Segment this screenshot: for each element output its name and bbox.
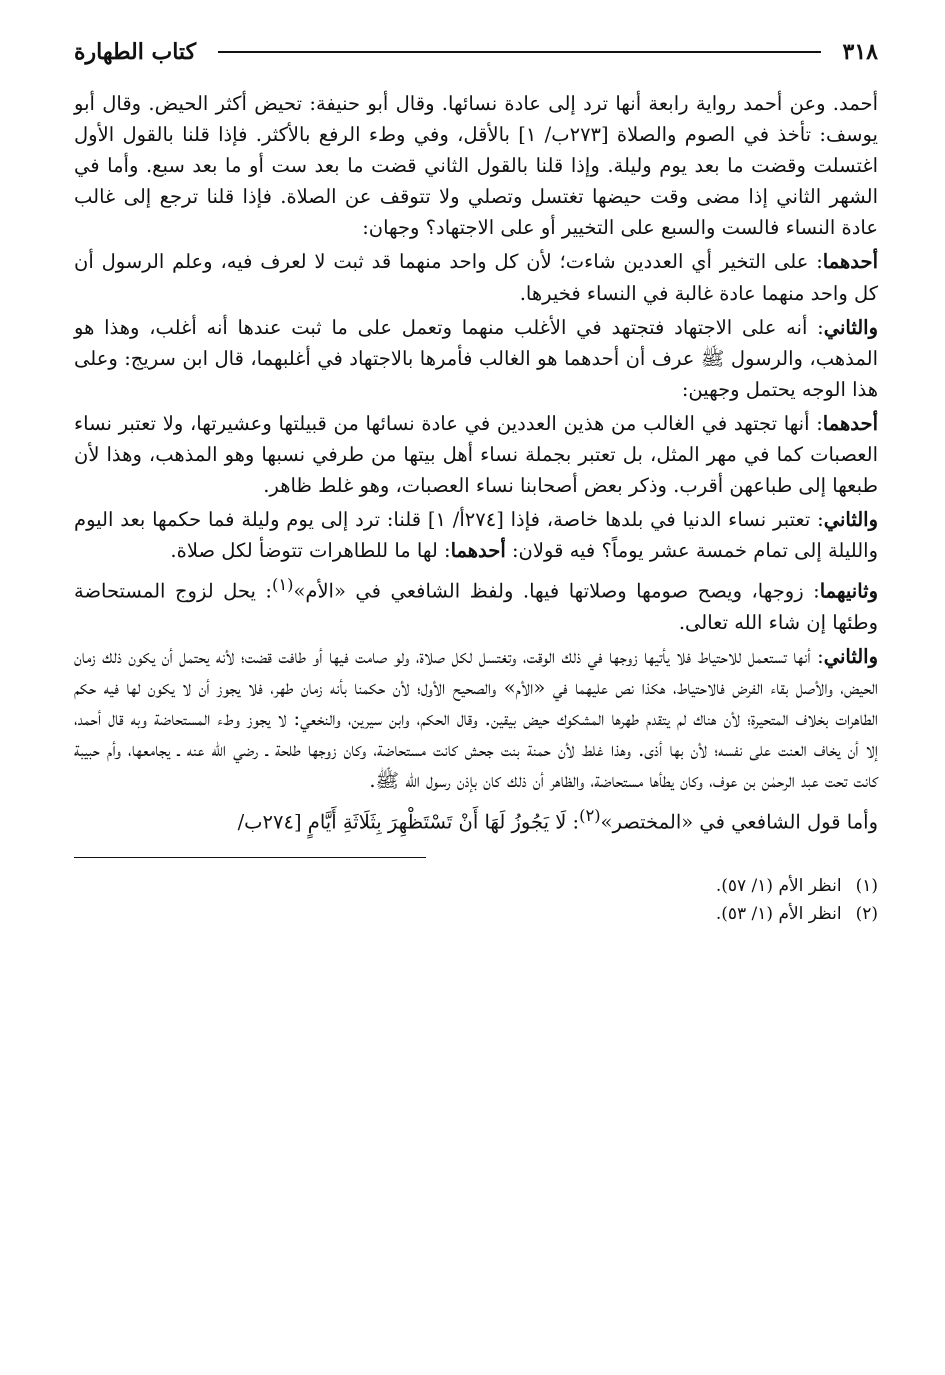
paragraph-lead: والثاني xyxy=(823,315,878,339)
paragraph-text: : زوجها، ويصح صومها وصلاتها فيها. ولفظ الشافعي في «الأم» xyxy=(293,579,820,603)
page-body xyxy=(74,88,878,837)
footnote-text: انظر الأم (١/ ٥٧). xyxy=(715,876,842,897)
paragraph-text: : تعتبر نساء الدنيا في بلدها خاصة، فإذا [٢٧٤أ/ ١] قلنا: ترد إلى يوم وليلة فما حكمها بعد اليوم والليلة إلى تمام خمسة عشر يوماً؟ فيه قولان: xyxy=(74,508,878,563)
page-header xyxy=(74,32,878,72)
footnote-ref: (١) xyxy=(272,575,294,595)
footnote-ref: (٢) xyxy=(579,805,601,825)
footnote xyxy=(74,872,878,900)
paragraph xyxy=(74,504,878,566)
paragraph-text: وأما قول الشافعي في «المختصر» xyxy=(600,810,878,834)
paragraph-lead: أحدهما xyxy=(822,411,878,435)
paragraph xyxy=(74,641,878,796)
paragraph-text: : أنه على الاجتهاد فتجتهد في الأغلب منهما وتعمل على ما ثبت عندها أنه أغلب، وهذا هو المذهب، والرسول ﷺ عرف أن أحدهما هو الغالب فأمرها بالاجتهاد في أغلبهما، قال ابن سريج: وعلى هذا الوجه يحتمل وجهين: xyxy=(74,315,878,401)
paragraph xyxy=(74,246,878,308)
footnote-separator xyxy=(74,857,426,858)
paragraph xyxy=(74,88,878,243)
paragraph-text: أحمد. وعن أحمد رواية رابعة أنها ترد إلى عادة نسائها. وقال أبو حنيفة: تحيض أكثر الحيض. وقال أبو يوسف: تأخذ في الصوم والصلاة [٢٧٣ب/ ١] بالأقل، وفي وطء الرفع بالأكثر. فإذا قلنا بالقول الأول اغتسلت وقضت ما بعد يوم وليلة. وإذا قلنا بالقول الثاني قضت ما بعد ست أو ما بعد سبع. وأما في الشهر الثاني إذا مضى وقت حيضها تغتسل وتصلي ولا تتوقف عن الصلاة. فإذا قلنا ترجع إلى غالب عادة النساء فالست والسبع على التخيير أو على الاجتهاد؟ وجهان: xyxy=(74,92,878,240)
paragraph xyxy=(74,312,878,405)
paragraph-text-continued: : يحل لزوج المستحاضة وطئها إن شاء الله تعالى. xyxy=(74,579,878,634)
header-rule xyxy=(218,51,821,53)
paragraph-lead: وثانيهما xyxy=(819,579,879,603)
footnote-text: انظر الأم (١/ ٥٣). xyxy=(715,904,842,925)
paragraph-lead: أحدهما xyxy=(822,250,878,274)
page-number: ٣١٨ xyxy=(842,39,878,65)
paragraph-text-continued: : لها ما للطاهرات تتوضأ لكل صلاة. xyxy=(170,539,451,563)
paragraph-lead: والثاني xyxy=(823,645,878,669)
footnotes xyxy=(74,872,878,928)
paragraph-text: : على التخير أي العددين شاءت؛ لأن كل واحد منهما قد ثبت لا لعرف فيه، وعلم الرسول أن كل واحد منهما عادة غالبة في النساء فخيرها. xyxy=(74,250,878,305)
footnote xyxy=(74,900,878,928)
footnote-number: (١) xyxy=(855,876,878,897)
footnote-number: (٢) xyxy=(855,904,878,925)
paragraph-lead-inline: أحدهما xyxy=(450,539,506,563)
book-title: كتاب الطهارة xyxy=(74,39,197,65)
paragraph xyxy=(74,408,878,501)
paragraph-lead: والثاني xyxy=(823,508,878,532)
paragraph-text-continued: : لَا يَجُوزُ لَهَا أَنْ تَسْتَظْهِرَ بِثَلَاثَةِ أَيَّامٍ [٢٧٤ب/ xyxy=(237,810,580,834)
paragraph-text: : أنها تجتهد في الغالب من هذين العددين في عادة نسائها من قبيلتها وعشيرتها، ولا تعتبر نساء العصبات كما في مهر المثل، بل تعتبر بجملة نساء أهل بيتها من طرفي نسبها وهو المذهب، وهذا لأن طبعها إلى طباعهن أقرب. وذكر بعض أصحابنا نساء العصبات، وهو غلط ظاهر. xyxy=(74,411,878,498)
paragraph xyxy=(74,569,878,638)
book-page xyxy=(74,32,878,928)
paragraph-text: : أنها تستعمل للاحتياط فلا يأتيها زوجها في ذلك الوقت، وتغتسل لكل صلاة، ولو صامت فيها أو طافت قضت؛ لأنه يحتمل أن يكون ذلك زمان الحيض، والأصل بقاء الفرض فالاحتياط، هكذا نص عليهما في «الأم» والصحيح الأول؛ لأن حكمنا بأنه زمان طهر، فلا يجوز أن لا يكون لها فيه حكم الطاهرات بخلاف المتحيرة؛ لأن هناك لم يتقدم طهرها المشكوك حيض بيقين. وقال الحكم، وابن سيرين، والنخعي: لا يجوز وطء المستحاضة وبه قال أحمد، إلا أن يخاف العنت على نفسه؛ لأن بها أذى. وهذا غلط لأن حمنة بنت جحش كانت مستحاضة، وكان زوجها طلحة ـ رضي الله عنه ـ يجامعها، وأم حبيبة كانت تحت عبد الرحمٰن بن عوف، وكان يطأها مستحاضة، والظاهر أن ذلك كان بإذن رسول الله ﷺ. xyxy=(74,645,878,793)
paragraph xyxy=(74,800,878,838)
